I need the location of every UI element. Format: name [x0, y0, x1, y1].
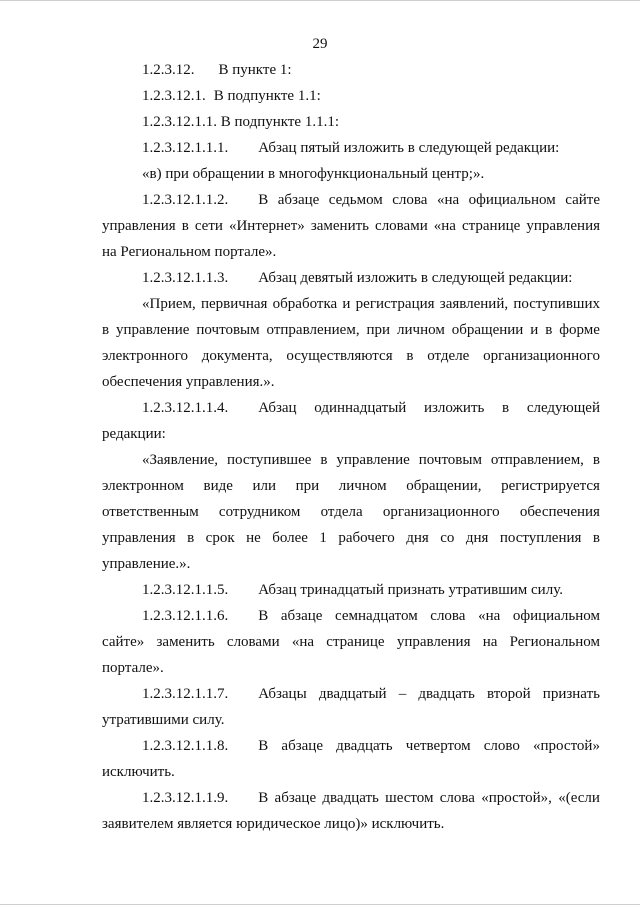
document-line: [102, 551, 600, 577]
document-line: [102, 57, 600, 83]
clause-text: исключить.: [102, 764, 175, 780]
document-line: [102, 135, 600, 161]
document-line: [102, 785, 600, 811]
clause-number: 1.2.3.12.1.1.9.: [142, 790, 229, 806]
clause-text: редакции:: [102, 426, 166, 442]
document-line: [102, 239, 600, 265]
clause-number: 1.2.3.12.1.1.5.: [142, 582, 229, 598]
clause-text: Абзацы двадцатый – двадцать второй признать: [258, 686, 600, 702]
document-line: электронного документа, осуществляются в отделе организационного: [102, 348, 600, 364]
clause-text: В пункте 1:: [218, 62, 292, 78]
clause-text: В подпункте 1.1:: [213, 88, 321, 104]
document-line: [102, 395, 600, 421]
document-line: управления в сети «Интернет» заменить словами «на странице управления: [102, 218, 600, 234]
document-line: [102, 109, 600, 135]
clause-text: портале».: [102, 660, 164, 676]
document-line: [102, 161, 600, 187]
clause-text: Абзац девятый изложить в следующей редакции:: [258, 270, 573, 286]
clause-text: на Региональном портале».: [102, 244, 277, 260]
document-line: [102, 759, 600, 785]
document-line: сайте» заменить словами «на странице управления на Региональном: [102, 634, 600, 650]
clause-text: В абзаце седьмом слова «на официальном сайте: [258, 192, 600, 208]
clause-text: 1.2.3.12.1.1. В подпункте 1.1.1:: [142, 114, 340, 130]
document-line: [102, 577, 600, 603]
document-line: [102, 369, 600, 395]
clause-text: В абзаце двадцать шестом слова «простой», «(если: [258, 790, 600, 806]
clause-text: «в) при обращении в многофункциональный центр;».: [142, 166, 485, 182]
document-line: управления в срок не более 1 рабочего дня со дня поступления в: [102, 530, 600, 546]
clause-number: 1.2.3.12.1.1.4.: [142, 400, 229, 416]
document-line: «Прием, первичная обработка и регистрация заявлений, поступивших: [142, 296, 600, 312]
clause-number: 1.2.3.12.: [142, 62, 195, 78]
document-line: [102, 187, 600, 213]
clause-number: 1.2.3.12.1.1.3.: [142, 270, 229, 286]
clause-number: 1.2.3.12.1.1.7.: [142, 686, 229, 702]
document-line: [102, 811, 600, 837]
document-line: [102, 707, 600, 733]
document-line: [102, 421, 600, 447]
document-line: [102, 83, 600, 109]
document-line: [102, 603, 600, 629]
document-line: ответственным сотрудником отдела организационного обеспечения: [102, 504, 600, 520]
clause-text: заявителем является юридическое лицо)» исключить.: [102, 816, 445, 832]
page-number: 29: [312, 36, 328, 52]
clause-text: обеспечения управления.».: [102, 374, 275, 390]
clause-number: 1.2.3.12.1.1.6.: [142, 608, 229, 624]
document-line: «Заявление, поступившее в управление почтовым отправлением, в: [142, 452, 600, 468]
document-body: [102, 57, 600, 837]
clause-number: 1.2.3.12.1.1.2.: [142, 192, 229, 208]
clause-number: 1.2.3.12.1.: [142, 88, 206, 104]
document-line: [102, 265, 600, 291]
document-line: электронном виде или при личном обращении, регистрируется: [102, 478, 600, 494]
clause-text: Абзац одиннадцатый изложить в следующей: [258, 400, 600, 416]
clause-text: утратившими силу.: [102, 712, 225, 728]
clause-text: Абзац тринадцатый признать утратившим силу.: [258, 582, 563, 598]
clause-text: Абзац пятый изложить в следующей редакции:: [258, 140, 560, 156]
clause-text: В абзаце семнадцатом слова «на официальном: [258, 608, 600, 624]
clause-text: управление.».: [102, 556, 191, 572]
document-line: в управление почтовым отправлением, при личном обращении и в форме: [102, 322, 600, 338]
clause-number: 1.2.3.12.1.1.8.: [142, 738, 229, 754]
clause-number: 1.2.3.12.1.1.1.: [142, 140, 229, 156]
document-line: [102, 733, 600, 759]
document-line: [102, 655, 600, 681]
clause-text: В абзаце двадцать четвертом слово «простой»: [258, 738, 600, 754]
document-line: [102, 681, 600, 707]
